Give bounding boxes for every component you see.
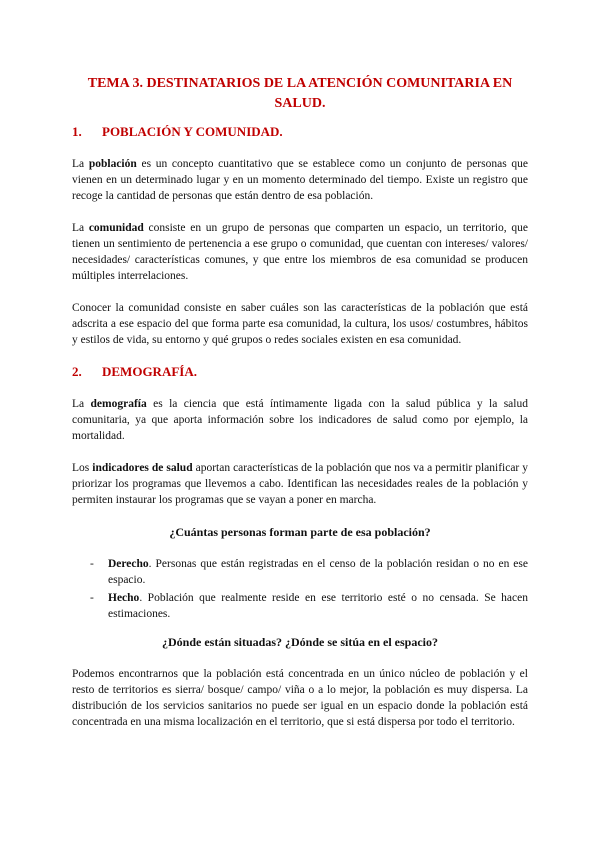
list-dash: -: [90, 558, 94, 570]
section-2-number: 2.: [72, 364, 82, 379]
population-type-list: [72, 556, 528, 624]
comunidad-text: consiste en un grupo de personas que comparten un espacio, un territorio, que tienen un sentimiento de pertenencia a ese grupo o comunidad, que cuentan con intereses/ valores/ necesidades/ características comunes, y que entre los miembros de esa comunidad se producen múltiples interrelaciones.: [72, 222, 528, 282]
derecho-text: . Personas que están registradas en el censo de la población residan o no en ese espacio.: [108, 558, 528, 586]
distribucion-paragraph: Podemos encontrarnos que la población está concentrada en un único núcleo de población y el resto de territorios es sierra/ bosque/ campo/ viña o a lo mejor, la población es muy dispersa. La distribución de los servicios sanitarios no puede ser igual en un espacio donde la población está concentrada en una misma localización en el territorio, que si está dispersa por todo el territorio.: [72, 668, 528, 728]
indicadores-prefix: Los: [72, 462, 93, 474]
indicadores-text: aportan características de la población que nos va a permitir planificar y priorizar los programas que llevemos a cabo. Identifican las necesidades reales de la población y permiten instaurar los programas que se vayan a poner en marcha.: [72, 462, 529, 506]
document-title: TEMA 3. DESTINATARIOS DE LA ATENCIÓN COMUNITARIA EN SALUD.: [87, 76, 513, 111]
hecho-text: . Población que realmente reside en ese territorio esté o no censada. Se hacen estimaciones.: [108, 592, 528, 620]
section-2-title: DEMOGRAFÍA.: [102, 364, 197, 379]
derecho-term: Derecho: [108, 558, 149, 570]
hecho-term: Hecho: [108, 592, 140, 604]
list-item-hecho: [72, 590, 528, 622]
demografia-text: es la ciencia que está íntimamente ligada con la salud pública y la salud comunitaria, ya que aporta información sobre los indicadores de salud como por ejemplo, la mortalidad.: [72, 398, 528, 442]
indicadores-paragraph: [72, 460, 528, 508]
question-where: ¿Dónde están situadas? ¿Dónde se sitúa en el espacio?: [161, 635, 439, 649]
comunidad-term: comunidad: [88, 222, 144, 234]
list-item-derecho: [72, 556, 528, 588]
section-1-heading: [72, 124, 283, 140]
demografia-paragraph: [72, 396, 528, 444]
poblacion-term: población: [88, 158, 137, 170]
poblacion-paragraph: [72, 156, 528, 204]
demografia-prefix: La: [72, 398, 91, 410]
section-1-title: POBLACIÓN Y COMUNIDAD.: [102, 124, 283, 139]
comunidad-paragraph: [72, 220, 528, 284]
comunidad-prefix: La: [72, 222, 89, 234]
section-2-heading: [72, 364, 197, 380]
section-1-number: 1.: [72, 124, 82, 139]
poblacion-text: es un concepto cuantitativo que se establece como un conjunto de personas que vienen en un determinado lugar y en un momento determinado del tiempo. Existe un registro que recoge la cantidad de personas que están dentro de esa población.: [72, 158, 528, 202]
demografia-term: demografía: [90, 398, 147, 410]
question-how-many: ¿Cuántas personas forman parte de esa población?: [169, 525, 431, 539]
indicadores-term: indicadores de salud: [92, 462, 193, 474]
list-dash: -: [90, 592, 94, 604]
poblacion-prefix: La: [72, 158, 89, 170]
conocer-comunidad-paragraph: Conocer la comunidad consiste en saber cuáles son las características de la población que está adscrita a ese espacio del que forma parte esa comunidad, la cultura, los usos/ costumbres, hábitos y estilos de vida, su entorno y qué grupos o redes sociales existen en esa comunidad.: [72, 302, 528, 346]
